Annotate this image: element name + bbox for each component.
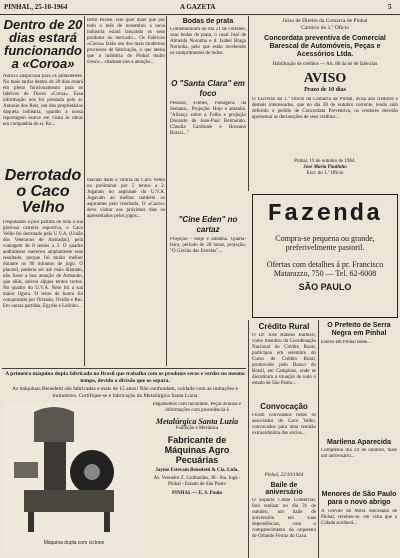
column-divider [166,16,167,366]
aviso-title: AVISO [303,71,347,86]
article-baile: O Esporte Clube Comercial, fará realizar no dia 31 de outubro, um baile de aniversário em suas dependências, com o comparecimento da orquestra de Orlando Ferraz do Caxa. [252,498,316,539]
fazenda-line-2: Ofertas com detalhes à pr. Francisco Matarazzo, 750 — Tel. 62-6008 [266,260,384,278]
habilitacao-line: Habilitação de créditos — Art. 88 da lei de falências [272,62,378,67]
ad-subtitle: Fundição e Mecânica [175,426,219,431]
article-marilena: Completou dia 24 de outubro, mais um aniversário... [321,448,397,459]
article-bodas: Comemoraram no dia 21 de corrente, suas bodas de prata, o casal José de Almeida Noronha e d. Isabel Braga Noronha, pelo que estão recebendo os cumprimentos de todos. [170,27,246,56]
article-coroa-continued: berto Pavesi. Isto quer dizer que por todo o mês de novembro a nova indústria estará lançando os seus produtos no mercado... Os Fabricos «Coroa» farão uso dos mais modernos processos de fabricação, o que atesta que a indústria de Pinhal muito cresce... chamam-nos a atenção... [87,18,165,65]
fazenda-title: Fazenda [267,201,383,228]
aviso-signer-role: Escr. do 1.º Ofício [306,171,344,176]
headline-convocacao: Convocação [260,402,308,411]
machine-caption: Máquina dupla com ciclone [43,540,105,546]
concordata-headline: Concordata preventiva de Comercial Barescal de Automóveis, Peças e Acessórios Ltda. [264,35,386,58]
section-divider [2,368,246,369]
article-convocacao: Ficam convidados todos os associados do Caco Velho, convocados para uma reunião extraordinária dos sócios... [252,413,316,436]
aviso-place-date: Pinhal, 19 de outubro de 1964. [294,159,356,164]
article-caco-velho: Disputando a pior partida de toda a sua gloriosa carreira esportiva, o Caco Velho foi derrotado pelo U.V.A. (União dos Veteranos de Andradas), pela contagem de 8 tentos a 3. O quadro andradense mereceu amplamente esse resultado, porque foi muito melhor durante os 90 minutos de jogo. O placard, poderia ser até mais dilatado, não fosse a boa atuação de Armando, que aliás, salvou alguns tentos certos. No quadro do U.V.A. Nelo foi a sua maior figura. O tento de honra foi conquistado por Orlando, Ovidio e Rui. Em outras partidas, Egydio e Lelinho... [3,220,83,309]
court-office: Cartório do 1.º Ofício [301,25,349,31]
headline-coroa: Dentro de 20 dias estará funcionando a «Coroa» [3,18,83,71]
article-menores: A convite da Mitra diocesana de Pinhal, recebeu-se, em vista que a Cidade acolherá... [321,509,397,526]
legal-notice [252,18,398,190]
ad-footer: PINHAL — E. S. Paulo [171,491,222,496]
forage-machine-image [4,402,144,552]
article-cine-eden: Projeção - Hoje e amanhã. Quarta-feira, período de 20 horas, projeção: "O Gavião das Estrelas"... [170,237,246,254]
article-santa-clara: Pessoas, Filmes, Paisagens da Semana... Projeção: Hoje e amanhã. "Aliança sobre a Folha e projeção Dourado de Jean-Paul Belmondo, Claudia Cardinale e Rossano Brazzi..." [170,101,246,136]
article-caco-continued: lhavam dado a vitória do Caco Velho na preliminar por 5 tentos a 2. Jogaram no aspirante do U.V.A. Jogavam ao melhor também os aspirantes pelo resultado. O «Cacos» deve visitar nos próximos dias os apresentados pelos jogos... [87,178,165,219]
header-title: A GAZETA [180,3,216,11]
headline-caco-velho: Derrotado o Caco Velho [4,167,82,216]
court-name: Juízo de Direito da Comarca de Pinhal [282,18,368,24]
ad-address: Av. Vereador Z. Guimarães, 38 - Sta. Ingá - Pinhal - Estado de São Paulo [153,476,241,487]
column-one [3,18,83,368]
fazenda-line-1: Compra-se pequena ou grande, preferivelmente pastoril. [275,234,375,252]
column-two [87,18,165,368]
aviso-deadline: Prazo de 10 dias [304,87,346,93]
ad-intro: Pagamentos com facilidade. Peças avulsas e informações com procedência à [152,402,242,413]
fazenda-ad [252,194,398,318]
fazenda-city: SÃO PAULO [298,282,352,292]
headline-santa-clara: O "Santa Clara" em foco [171,79,245,98]
headline-menores: Menores de São Paulo para o novo abrigo [321,491,397,506]
column-divider [248,320,249,558]
article-coroa: Notícia auspiciosa para os pinhalenses. No mais tardar dentro de 20 dias estará em pleno funcionamento para os fabricos de Doces «Coroa». Essa informação nos foi prestada pelo sr. Antonio dos Reis, um dos proprietários daquela indústria, quando a nossa reportagem esteve em visita às obras em companhia do sr. Ro... [3,74,83,127]
column-divider [248,16,249,191]
headline-bodas: Bodas de prata [182,18,234,25]
convocacao-date: Pinhal, 22/10/1964 [264,473,304,478]
ad-company: Metalúrgica Santa Luzia [155,417,239,426]
machine-illustration [4,402,144,552]
column-divider [84,16,85,366]
column-five [252,322,316,558]
aviso-signer: José Maria Paulinho [303,165,347,170]
column-six [321,322,397,558]
metalurgica-ad [148,402,246,552]
header-page-number: 5 [388,3,392,11]
article-serra-negra: Esteve em Pinhal deste... [321,340,371,345]
column-three [170,18,246,368]
machine-ad-banner [4,371,246,401]
headline-credito-rural: Crédito Rural [258,322,310,331]
banner-line-1: A primeira máquina dupla fabricada no Brasil que trabalha com os produtos secos e verdes no mesmo tempo, devido a divisão que os separa. [5,371,245,384]
aviso-body: O Escrivão do 1.º Ofício da Comarca de Pinhal, avisa aos credores e demais interessados, que no dia 28 de outubro corrente, tendo sido deferido o pedido de Concordata Preventiva, os credores deverão apresentar as declarações de seus créditos... [252,97,398,120]
article-credito-rural: O Dr. José Rubens Barbieri, como membro da Coordenação Nacional do Crédito Rural, participou em setembro do Curso de Crédito Rural, promovido pelo Banco do Brasil, em Campinas, onde se discutiram a situação de todo o estado de São Paulo... [252,333,316,386]
page-header [0,0,400,15]
ad-title: Fabricante de Máquinas Agro Pecuárias [164,435,230,465]
column-divider [318,320,319,558]
headline-baile: Baile de aniversário [265,482,303,496]
headline-marilena: Marilena Aparecida [327,439,391,446]
headline-serra-negra: O Prefeito de Serra Negra em Pinhal [327,322,391,337]
headline-cine-eden: "Cine Eden" no cartaz [178,215,238,234]
banner-line-2: As máquinas Benedetti são fabricadas e mais de 15 anos! Não confundam, cuidado com as imitações e imitadores. Certifique-se e fabricação da Metalúrgica Santa Luzia [12,386,238,399]
ad-owner: Jayme Estevam Benedetti & Cia. Ltda. [155,468,239,473]
header-date: PINHAL, 25-10-1964 [4,3,68,11]
